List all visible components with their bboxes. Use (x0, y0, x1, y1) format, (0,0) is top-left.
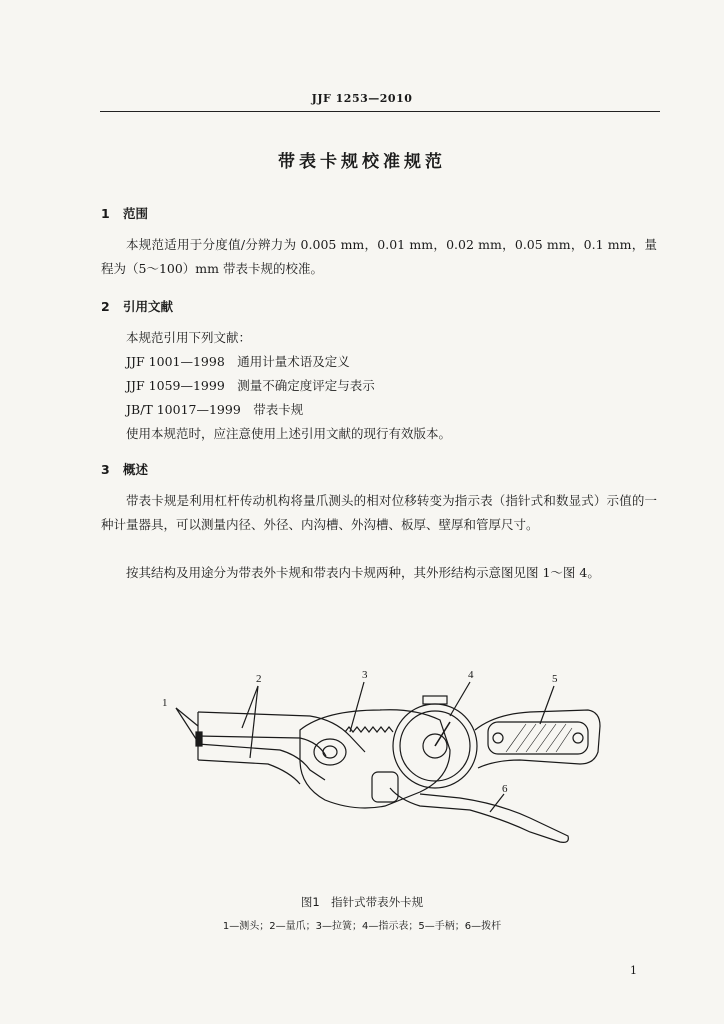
body-hole (314, 739, 346, 765)
page-number: 1 (630, 964, 637, 977)
document-title: 带表卡规校准规范 (278, 152, 446, 172)
section-title: 概述 (123, 462, 149, 477)
figure-caption: 图1 指针式带表外卡规 (300, 895, 424, 909)
section-number: 2 (101, 299, 110, 314)
header-rule (100, 111, 660, 112)
dial-crown (423, 696, 447, 704)
probe-tip (196, 732, 202, 746)
section-number: 3 (101, 462, 110, 477)
lever-pivot (372, 772, 398, 802)
callout-label: 3 (362, 669, 368, 681)
callout-label: 2 (256, 673, 262, 685)
references-note: 使用本规范时，应注意使用上述引用文献的现行有效版本。 (126, 426, 452, 441)
callout-label: 6 (502, 783, 508, 795)
lower-jaw-outline (198, 744, 325, 780)
tension-spring (345, 727, 393, 732)
hatch-pattern (506, 724, 572, 752)
callout-label: 4 (468, 669, 474, 681)
section-title: 范围 (123, 206, 149, 221)
section-heading-scope (101, 204, 148, 222)
handle-outline (475, 710, 600, 768)
reference-item: JB/T 10017—1999 带表卡规 (126, 402, 304, 417)
references-intro: 本规范引用下列文献： (126, 330, 252, 345)
section-heading-references (101, 297, 173, 315)
scope-paragraph: 本规范适用于分度值/分辨力为 0.005 mm，0.01 mm，0.02 mm，0.05 mm，0.1 mm，量程为（5～100）mm 带表卡规的校准。 (101, 237, 657, 276)
overview-paragraph-1: 带表卡规是利用杠杆传动机构将量爪测头的相对位移转变为指示表（指针式和数显式）示值的一种计量器具，可以测量内径、外径、内沟槽、外沟槽、板厚、壁厚和管厚尺寸。 (101, 493, 657, 532)
callout-label: 5 (552, 673, 558, 685)
figure-legend: 1—测头；2—量爪；3—拉簧；4—指示表；5—手柄；6—拨杆 (222, 921, 502, 932)
standard-code: JJF 1253—2010 (311, 92, 413, 105)
overview-paragraph-2: 按其结构及用途分为带表外卡规和带表内卡规两种，其外形结构示意图见图 1～图 4。 (126, 565, 600, 580)
section-heading-overview (101, 460, 148, 478)
callout-label: 1 (162, 697, 168, 709)
body-plate (300, 710, 450, 808)
dial-caliper-gauge-figure (150, 660, 610, 870)
reference-item: JJF 1059—1999 测量不确定度评定与表示 (126, 378, 375, 393)
lever-arm (390, 788, 568, 842)
section-title: 引用文献 (123, 299, 174, 314)
section-number: 1 (101, 206, 110, 221)
reference-item: JJF 1001—1998 通用计量术语及定义 (126, 354, 350, 369)
lower-jaw-inner (198, 760, 300, 784)
